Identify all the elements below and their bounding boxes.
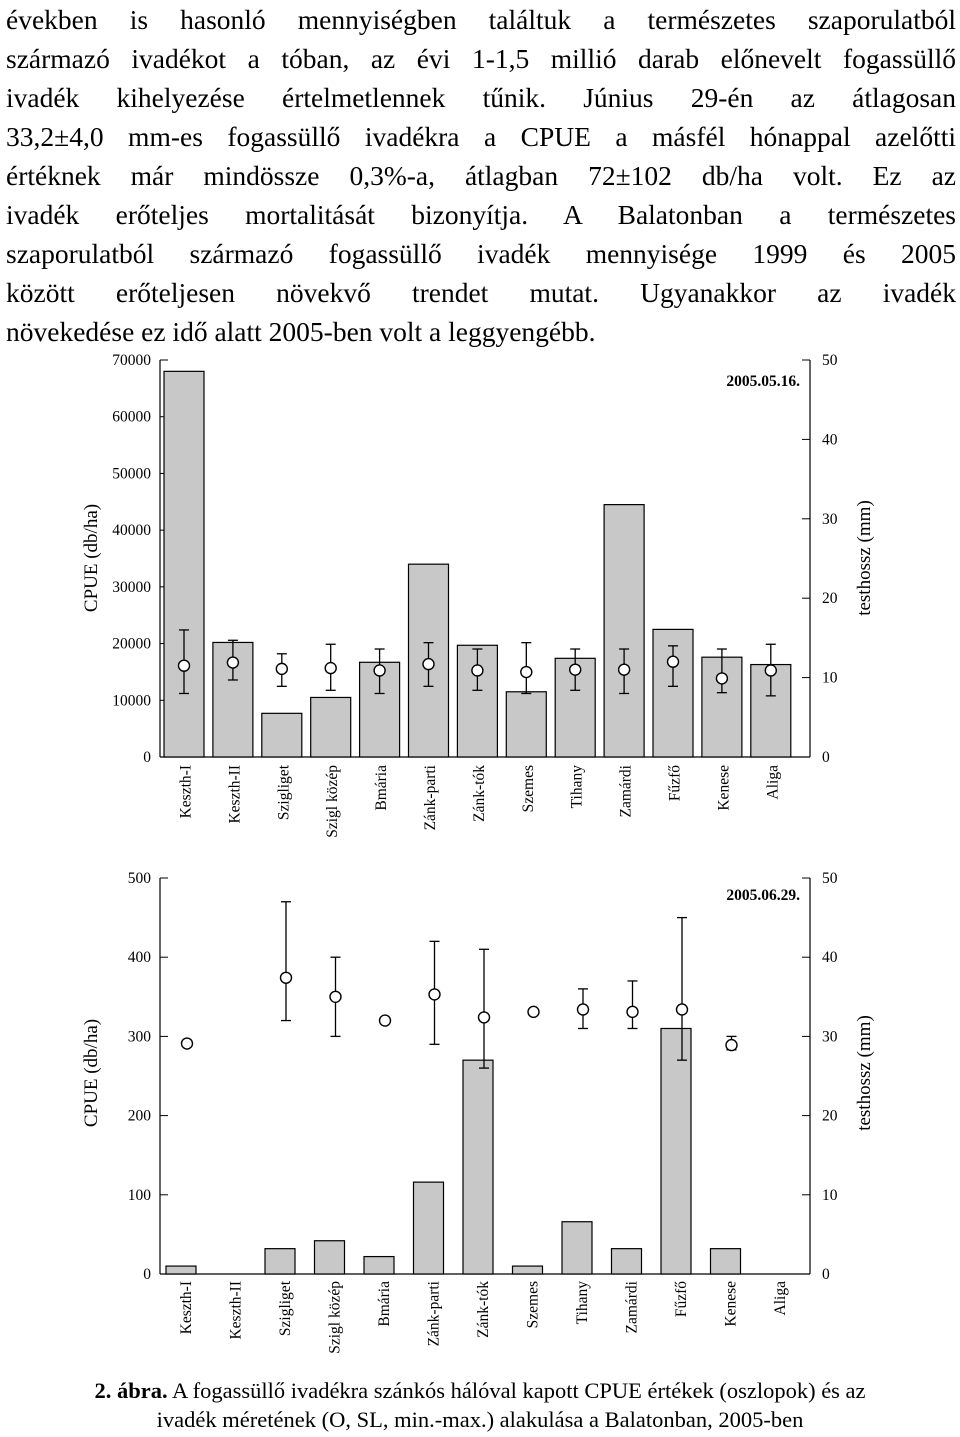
paragraph-line: években is hasonló mennyiségben találtuk a természetes szaporulatból: [6, 4, 956, 35]
y-tick-label: 40000: [112, 522, 151, 540]
category-label: Keszth-II: [226, 765, 244, 824]
y-tick-label: 20000: [112, 635, 151, 653]
length-point: [330, 991, 341, 1002]
bar: [166, 1266, 196, 1274]
paragraph-line: között erőteljesen növekvő trendet mutat. Ugyanakkor az ivadék: [6, 277, 956, 308]
category-label: Keszth-I: [177, 765, 195, 819]
length-point: [521, 667, 532, 678]
length-point: [182, 1038, 193, 1049]
length-point: [528, 1006, 539, 1017]
y-tick-label: 0: [143, 749, 151, 766]
y-tick-label: 60000: [112, 408, 151, 426]
length-point: [380, 1015, 391, 1026]
category-label: Kenese: [715, 765, 733, 811]
paragraph-line: 33,2±4,0 mm-es fogassüllő ivadékra a CPUE a másfél hónappal azelőtti: [6, 121, 956, 152]
paragraph-line: származó ivadékot a tóban, az évi 1-1,5 millió darab előnevelt fogassüllő: [6, 43, 956, 74]
length-point: [423, 659, 434, 670]
y-tick-label: 200: [127, 1107, 151, 1125]
category-label: Fűzfő: [672, 1281, 690, 1318]
y2-tick-label: 20: [822, 1107, 838, 1125]
chart-date-label: 2005.05.16.: [726, 373, 800, 390]
paragraph-line: növekedése ez idő alatt 2005-ben volt a leggyengébb.: [6, 316, 596, 347]
y-tick-label: 100: [127, 1186, 151, 1204]
bar: [364, 1257, 394, 1274]
category-label: Szigl közép: [326, 1281, 344, 1354]
y-tick-label: 400: [127, 949, 151, 967]
category-label: Zamárdi: [617, 765, 635, 818]
y-tick-label: 10000: [112, 692, 151, 710]
y-tick-label: 0: [143, 1266, 151, 1283]
category-label: Kenese: [722, 1281, 740, 1327]
figure-label: 2. ábra.: [94, 1378, 168, 1403]
paragraph-line: értéknek már mindössze 0,3%-a, átlagban 72±102 db/ha volt. Ez az: [6, 160, 956, 191]
category-label: Szigliget: [275, 765, 293, 821]
length-point: [374, 665, 385, 676]
y-axis-title: CPUE (db/ha): [81, 503, 102, 613]
y-tick-label: 300: [127, 1028, 151, 1046]
y-tick-label: 500: [127, 870, 151, 887]
y-tick-label: 70000: [112, 352, 151, 369]
paragraph-line: ivadék kihelyezése értelmetlennek tűnik. Június 29-én az átlagosan: [6, 82, 956, 113]
length-point: [276, 663, 287, 674]
bar: [311, 697, 351, 757]
length-point: [570, 664, 581, 675]
body-paragraph: [6, 0, 956, 351]
category-label: Zánk-tók: [474, 1281, 492, 1338]
length-point: [716, 673, 727, 684]
bar: [315, 1241, 345, 1274]
length-point: [578, 1004, 589, 1015]
y-axis-title: CPUE (db/ha): [81, 1018, 102, 1128]
bar: [463, 1060, 493, 1274]
bar: [414, 1182, 444, 1274]
category-label: Zánk-parti: [421, 765, 439, 831]
category-label: Fűzfő: [666, 765, 684, 802]
length-point: [765, 665, 776, 676]
y2-axis-title: testhossz (mm): [854, 500, 875, 616]
chart-date-label: 2005.06.29.: [726, 887, 800, 904]
length-point: [281, 972, 292, 983]
y2-tick-label: 30: [822, 510, 838, 528]
cpue-chart-june: [0, 862, 960, 1362]
paragraph-line: ivadék erőteljes mortalitását bizonyítja. A Balatonban a természetes: [6, 199, 956, 230]
category-label: Tihany: [568, 765, 586, 809]
cpue-chart-may: [0, 340, 960, 860]
length-point: [726, 1040, 737, 1051]
category-label: Szemes: [524, 1281, 542, 1329]
length-point: [627, 1006, 638, 1017]
category-label: Aliga: [771, 1281, 789, 1316]
y2-tick-label: 0: [822, 749, 830, 766]
category-label: Zánk-parti: [425, 1281, 443, 1347]
category-label: Bmária: [373, 765, 391, 811]
y-tick-label: 50000: [112, 465, 151, 483]
bar: [612, 1249, 642, 1274]
y2-tick-label: 40: [822, 949, 838, 967]
category-label: Szigl közép: [324, 765, 342, 838]
bar: [562, 1222, 592, 1274]
caption-line-2: ivadék méretének (O, SL, min.-max.) alakulása a Balatonban, 2005-ben: [156, 1407, 804, 1432]
y2-tick-label: 0: [822, 1266, 830, 1283]
bar: [604, 505, 644, 757]
length-point: [179, 660, 190, 671]
length-point: [325, 663, 336, 674]
bar: [506, 692, 546, 757]
length-point: [619, 664, 630, 675]
bar: [262, 713, 302, 757]
category-label: Keszth-I: [177, 1281, 195, 1335]
category-label: Bmária: [375, 1281, 393, 1327]
length-point: [472, 665, 483, 676]
category-label: Zánk-tók: [470, 765, 488, 822]
y2-tick-label: 10: [822, 1186, 838, 1204]
length-point: [677, 1004, 688, 1015]
bar: [265, 1249, 295, 1274]
y-tick-label: 30000: [112, 578, 151, 596]
paragraph-line: szaporulatból származó fogassüllő ivadék mennyisége 1999 és 2005: [6, 238, 956, 269]
y2-tick-label: 10: [822, 669, 838, 687]
length-point: [429, 989, 440, 1000]
caption-line-1: A fogassüllő ivadékra szánkós hálóval kapott CPUE értékek (oszlopok) és az: [167, 1378, 866, 1403]
y2-tick-label: 50: [822, 352, 838, 369]
length-point: [668, 656, 679, 667]
bar: [711, 1249, 741, 1274]
y2-tick-label: 40: [822, 431, 838, 449]
category-label: Tihany: [573, 1281, 591, 1325]
category-label: Zamárdi: [623, 1281, 641, 1334]
length-point: [227, 657, 238, 668]
y2-tick-label: 20: [822, 590, 838, 608]
bar: [661, 1028, 691, 1274]
y2-tick-label: 30: [822, 1028, 838, 1046]
length-point: [479, 1012, 490, 1023]
y2-axis-title: testhossz (mm): [854, 1015, 875, 1131]
figure-caption: [0, 1376, 960, 1434]
category-label: Szemes: [519, 765, 537, 813]
bar: [164, 371, 204, 757]
bar: [513, 1266, 543, 1274]
category-label: Szigliget: [276, 1281, 294, 1337]
category-label: Aliga: [764, 765, 782, 800]
category-label: Keszth-II: [227, 1281, 245, 1340]
y2-tick-label: 50: [822, 870, 838, 887]
